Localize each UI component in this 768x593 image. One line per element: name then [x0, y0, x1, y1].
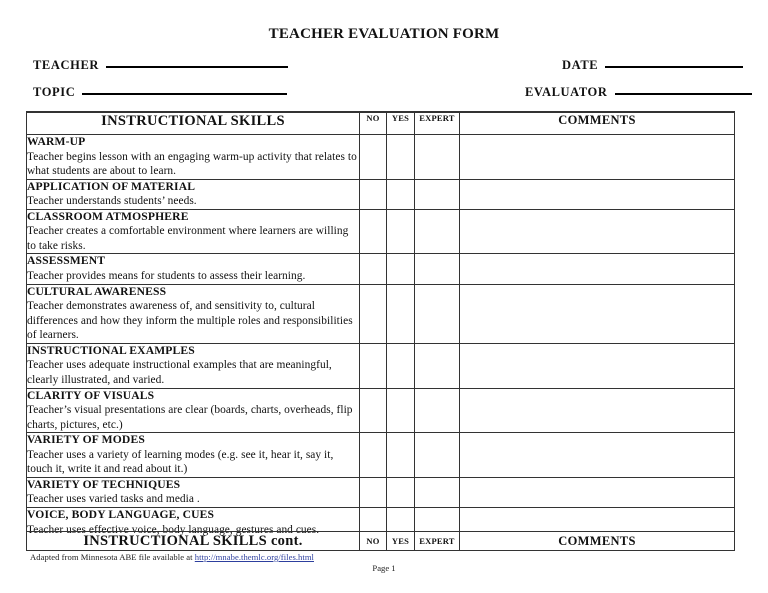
- skill-title: VARIETY OF TECHNIQUES: [27, 477, 181, 491]
- skill-description: Teacher uses adequate instructional examples that are meaningful, clearly illustrated, and varied.: [27, 359, 332, 386]
- table-row: [27, 284, 735, 343]
- mark-yes-cell[interactable]: [387, 179, 415, 209]
- continuation-header-row: [27, 532, 735, 551]
- skill-cell: [27, 284, 360, 343]
- skill-cell: [27, 388, 360, 433]
- skill-title: ASSESSMENT: [27, 254, 106, 268]
- skill-title: CULTURAL AWARENESS: [27, 284, 167, 298]
- comments-cell[interactable]: [460, 254, 735, 284]
- mark-expert-cell[interactable]: [415, 135, 460, 180]
- comments-cell[interactable]: [460, 179, 735, 209]
- mark-no-cell[interactable]: [360, 433, 387, 478]
- skill-cell: [27, 433, 360, 478]
- mark-no-cell[interactable]: [360, 284, 387, 343]
- skill-title: INSTRUCTIONAL EXAMPLES: [27, 343, 195, 357]
- mark-no-cell[interactable]: [360, 343, 387, 388]
- skill-description: Teacher begins lesson with an engaging warm-up activity that relates to what students are about to learn.: [27, 150, 357, 178]
- comments-cell[interactable]: [460, 343, 735, 388]
- continuation-header-skill: INSTRUCTIONAL SKILLS cont.: [27, 532, 360, 551]
- field-date-label: DATE: [562, 58, 599, 72]
- mark-yes-cell[interactable]: [387, 284, 415, 343]
- source-attribution-text: Adapted from Minnesota ABE file available at: [30, 552, 195, 562]
- source-url-link[interactable]: http://mnabe.themlc.org/files.html: [194, 552, 314, 562]
- page-number: Page 1: [372, 563, 396, 573]
- mark-expert-cell[interactable]: [415, 209, 460, 254]
- mark-no-cell[interactable]: [360, 254, 387, 284]
- skill-cell: [27, 135, 360, 180]
- skill-description: Teacher demonstrates awareness of, and sensitivity to, cultural differences and how they inform the multiple roles and responsibilities of learners.: [27, 300, 353, 342]
- mark-expert-cell[interactable]: [415, 433, 460, 478]
- mark-yes-cell[interactable]: [387, 135, 415, 180]
- comments-cell[interactable]: [460, 388, 735, 433]
- skill-title: VOICE, BODY LANGUAGE, CUES: [27, 508, 215, 521]
- mark-yes-cell[interactable]: [387, 254, 415, 284]
- source-attribution: [30, 552, 314, 562]
- field-teacher: [33, 58, 288, 73]
- comments-cell[interactable]: [460, 284, 735, 343]
- skill-title: APPLICATION OF MATERIAL: [27, 179, 196, 193]
- continuation-header-yes: YES: [387, 532, 415, 551]
- field-teacher-label: TEACHER: [33, 58, 100, 72]
- skill-cell: [27, 209, 360, 254]
- skill-description: Teacher uses effective voice, body language, gestures and cues.: [27, 523, 320, 536]
- mark-yes-cell[interactable]: [387, 209, 415, 254]
- skill-description: Teacher creates a comfortable environment where learners are willing to take risks.: [27, 225, 349, 252]
- mark-yes-cell[interactable]: [387, 477, 415, 507]
- instructional-skills-continuation-table: [26, 531, 735, 551]
- skill-title: CLASSROOM ATMOSPHERE: [27, 209, 189, 223]
- mark-yes-cell[interactable]: [387, 433, 415, 478]
- field-teacher-input[interactable]: [106, 66, 288, 68]
- mark-expert-cell[interactable]: [415, 343, 460, 388]
- column-header-comments: COMMENTS: [460, 112, 735, 135]
- field-date: [562, 58, 743, 73]
- skill-description: Teacher uses a variety of learning modes (e.g. see it, hear it, say it, touch it, write it and read about it.): [27, 448, 334, 476]
- skill-description: Teacher’s visual presentations are clear (boards, charts, overheads, flip charts, pictures, etc.): [27, 404, 353, 431]
- field-topic-label: TOPIC: [33, 85, 76, 99]
- skill-cell: [27, 343, 360, 388]
- column-header-yes: YES: [387, 112, 415, 135]
- table-row: [27, 343, 735, 388]
- field-topic: [33, 85, 287, 100]
- column-header-skill: INSTRUCTIONAL SKILLS: [27, 112, 360, 135]
- mark-no-cell[interactable]: [360, 209, 387, 254]
- table-header-row: [27, 112, 735, 135]
- table-row: [27, 433, 735, 478]
- skill-title: CLARITY OF VISUALS: [27, 388, 155, 402]
- skills-table-body: [27, 112, 735, 551]
- mark-no-cell[interactable]: [360, 477, 387, 507]
- comments-cell[interactable]: [460, 433, 735, 478]
- column-header-no: NO: [360, 112, 387, 135]
- skill-title: VARIETY OF MODES: [27, 433, 145, 447]
- table-row: [27, 209, 735, 254]
- mark-yes-cell[interactable]: [387, 388, 415, 433]
- column-header-expert: EXPERT: [415, 112, 460, 135]
- mark-no-cell[interactable]: [360, 135, 387, 180]
- table-row: [27, 254, 735, 284]
- field-evaluator: [525, 85, 752, 100]
- table-row: [27, 179, 735, 209]
- mark-expert-cell[interactable]: [415, 179, 460, 209]
- mark-expert-cell[interactable]: [415, 388, 460, 433]
- skill-cell: [27, 477, 360, 507]
- table-row: [27, 477, 735, 507]
- mark-expert-cell[interactable]: [415, 254, 460, 284]
- skill-cell: [27, 254, 360, 284]
- comments-cell[interactable]: [460, 135, 735, 180]
- mark-expert-cell[interactable]: [415, 284, 460, 343]
- instructional-skills-table: [26, 111, 735, 551]
- field-topic-input[interactable]: [82, 93, 287, 95]
- comments-cell[interactable]: [460, 209, 735, 254]
- table-row: [27, 388, 735, 433]
- skill-description: Teacher provides means for students to assess their learning.: [27, 269, 306, 282]
- field-evaluator-label: EVALUATOR: [525, 85, 608, 99]
- continuation-header-comments: COMMENTS: [460, 532, 735, 551]
- page-title: TEACHER EVALUATION FORM: [268, 26, 500, 42]
- comments-cell[interactable]: [460, 477, 735, 507]
- skill-title: WARM-UP: [27, 135, 86, 148]
- field-evaluator-input[interactable]: [615, 93, 752, 95]
- table-row: [27, 135, 735, 180]
- field-date-input[interactable]: [605, 66, 743, 68]
- continuation-table-body: [27, 532, 735, 551]
- skill-cell: [27, 179, 360, 209]
- mark-no-cell[interactable]: [360, 179, 387, 209]
- mark-yes-cell[interactable]: [387, 343, 415, 388]
- mark-no-cell[interactable]: [360, 388, 387, 433]
- skill-description: Teacher understands students’ needs.: [27, 195, 197, 208]
- skill-description: Teacher uses varied tasks and media .: [27, 493, 200, 506]
- continuation-header-expert: EXPERT: [415, 532, 460, 551]
- mark-expert-cell[interactable]: [415, 477, 460, 507]
- continuation-header-no: NO: [360, 532, 387, 551]
